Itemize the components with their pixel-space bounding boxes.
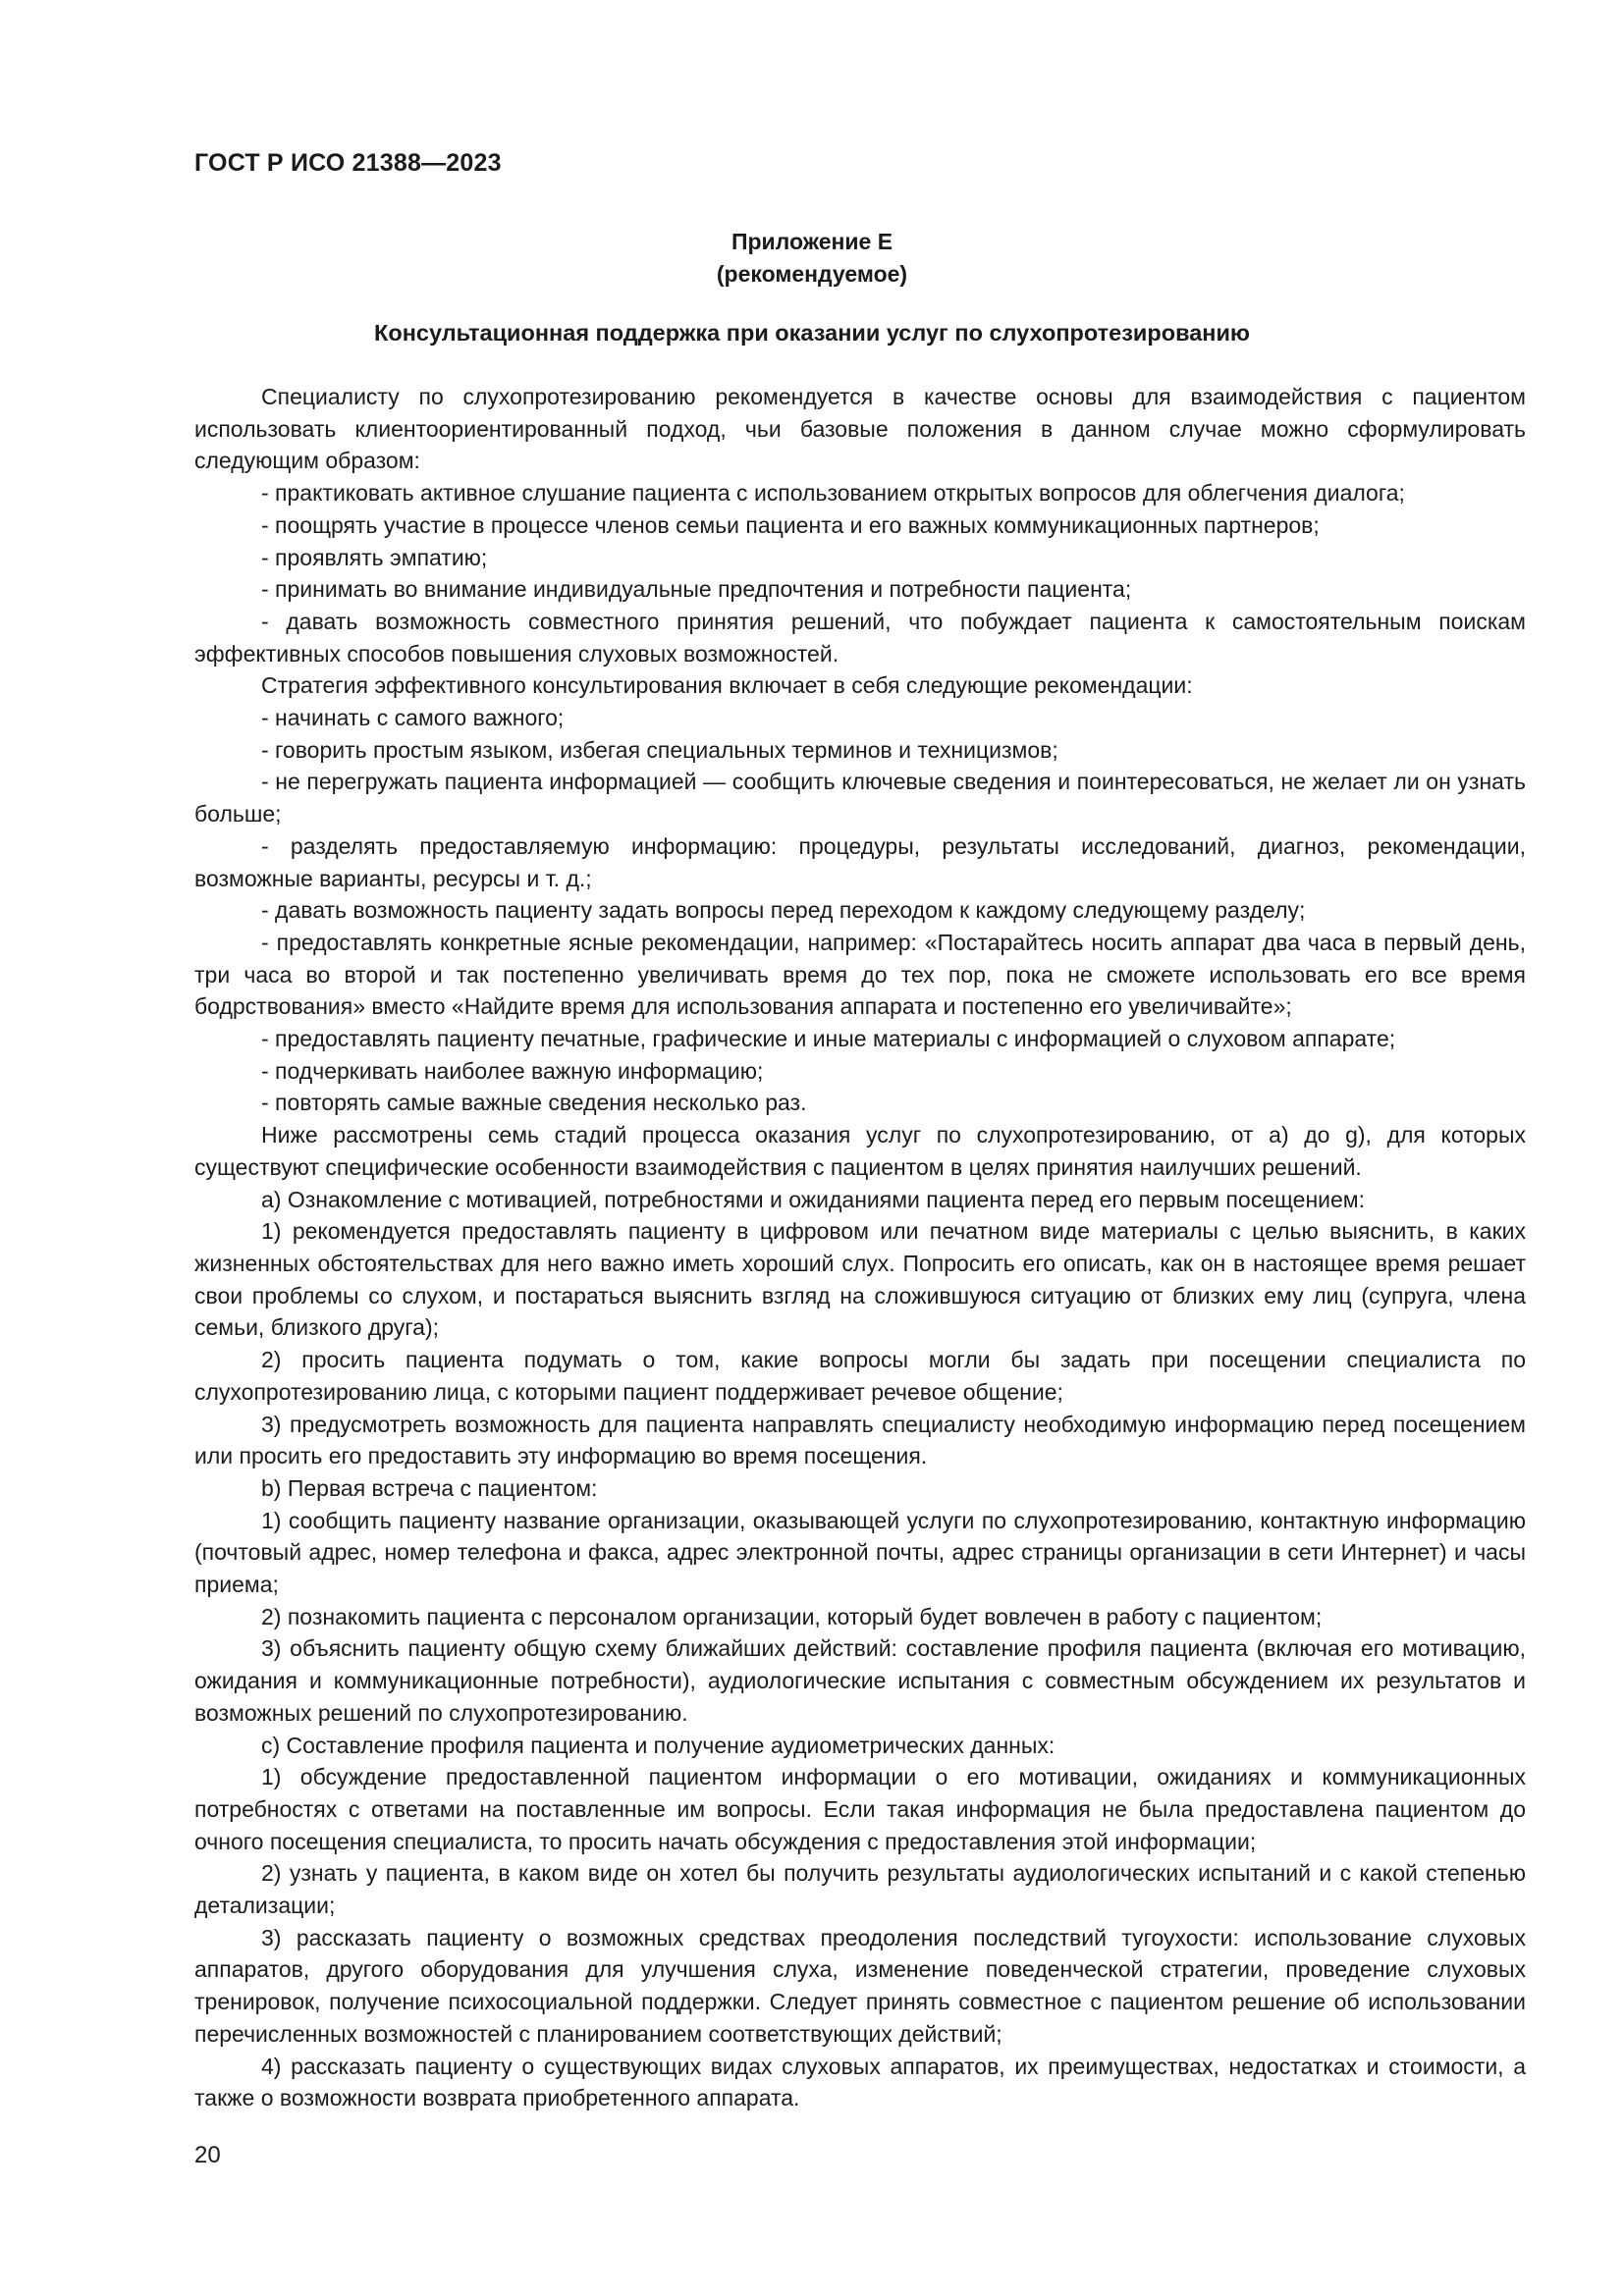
annex-heading [0,226,1624,291]
list-item: - начинать с самого важного; [261,705,565,731]
section-title: Консультационная поддержка при оказании услуг по слухопротезированию [374,320,1250,346]
list-item: - предоставлять пациенту печатные, графические и иные материалы с информацией о слуховом аппарате; [261,1026,1396,1052]
list-item: - подчеркивать наиболее важную информацию; [261,1057,764,1084]
page-number: 20 [194,2142,221,2168]
list-item: 1) обсуждение предоставленной пациентом информации о его мотивации, ожиданиях и коммуникационных потребностях с ответами на поставленные им вопросы. Если такая информация не была предоставлена пациентом до очного посещения специалиста, то просить начать обсуждения с предоставления этой информации; [194,1764,1526,1854]
list-item: 1) сообщить пациенту название организации, оказывающей услуги по слухопротезированию, контактную информацию (почтовый адрес, номер телефона и факса, адрес электронной почты, адрес страницы организации в сети Интернет) и часы приема; [194,1507,1526,1598]
list-item: - повторять самые важные сведения несколько раз. [261,1090,807,1116]
list-item: 3) рассказать пациенту о возможных средствах преодоления последствий тугоухости: использование слуховых аппаратов, другого оборудования для улучшения слуха, изменение поведенческой стратегии, проведение слуховых тренировок, получение психосоциальной поддержки. Следует принять совместное с пациентом решение об использовании перечисленных возможностей с планированием соответствующих действий; [194,1924,1526,2047]
list-item: - проявлять эмпатию; [261,544,488,570]
annex-title: Приложение Е [731,229,893,254]
annex-status: (рекомендуемое) [716,261,908,287]
stage-heading: a) Ознакомление с мотивацией, потребностями и ожиданиями пациента перед его первым посещением: [261,1186,1366,1212]
stage-heading: b) Первая встреча с пациентом: [261,1474,598,1501]
list-item: - говорить простым языком, избегая специальных терминов и техницизмов; [261,736,1058,763]
body-text [194,381,1526,2114]
list-item: 2) узнать у пациента, в каком виде он хотел бы получить результаты аудиологических испытаний и с какой степенью детализации; [194,1860,1526,1919]
list-item: 4) рассказать пациенту о существующих видах слуховых аппаратов, их преимуществах, недостатках и стоимости, а также о возможности возврата приобретенного аппарата. [194,2053,1526,2111]
document-header: ГОСТ Р ИСО 21388—2023 [194,149,502,177]
list-item: - давать возможность совместного принятия решений, что побуждает пациента к самостоятельным поискам эффективных способов повышения слуховых возможностей. [194,608,1526,667]
list-item: 3) объяснить пациенту общую схему ближайших действий: составление профиля пациента (включая его мотивацию, ожидания и коммуникационные потребности), аудиологические испытания с совместным обсуждением их результатов и возможных решений по слухопротезированию. [194,1635,1526,1726]
list-item: - принимать во внимание индивидуальные предпочтения и потребности пациента; [261,576,1132,603]
list-item: - не перегружать пациента информацией — сообщить ключевые сведения и поинтересоваться, не желает ли он узнать больше; [194,769,1526,828]
list-item: - разделять предоставляемую информацию: процедуры, результаты исследований, диагноз, рекомендации, возможные варианты, ресурсы и т. д.; [194,832,1526,891]
list-item: 2) познакомить пациента с персоналом организации, который будет вовлечен в работу с пациентом; [261,1603,1323,1629]
list-item: - предоставлять конкретные ясные рекомендации, например: «Постарайтесь носить аппарат два часа в первый день, три часа во второй и так постепенно увеличивать время до тех пор, пока не сможете использовать его все время бодрствования» вместо «Найдите время для использования аппарата и постепенно его увеличивайте»; [194,929,1526,1020]
paragraph: Специалисту по слухопротезированию рекомендуется в качестве основы для взаимодействия с пациентом использовать клиентоориентированный подход, чьи базовые положения в данном случае можно сформулировать следующим образом: [194,384,1526,474]
list-item: - поощрять участие в процессе членов семьи пациента и его важных коммуникационных партнеров; [261,511,1320,538]
list-item: - давать возможность пациенту задать вопросы перед переходом к каждому следующему разделу; [261,897,1306,924]
list-item: 3) предусмотреть возможность для пациента направлять специалисту необходимую информацию перед посещением или просить его предоставить эту информацию во время посещения. [194,1411,1526,1469]
paragraph: Стратегия эффективного консультирования включает в себя следующие рекомендации: [261,672,1193,699]
list-item: - практиковать активное слушание пациента с использованием открытых вопросов для облегчения диалога; [261,480,1405,507]
list-item: 2) просить пациента подумать о том, какие вопросы могли бы задать при посещении специалиста по слухопротезированию лица, с которыми пациент поддерживает речевое общение; [194,1347,1526,1405]
stage-heading: c) Составление профиля пациента и получение аудиометрических данных: [261,1732,1056,1758]
list-item: 1) рекомендуется предоставлять пациенту в цифровом или печатном виде материалы с целью выяснить, в каких жизненных обстоятельствах для него важно иметь хороший слух. Попросить его описать, как он в настоящее время решает свои проблемы со слухом, и постараться выяснить взгляд на сложившуюся ситуацию от близких ему лиц (супруга, члена семьи, близкого друга); [194,1218,1526,1341]
paragraph: Ниже рассмотрены семь стадий процесса оказания услуг по слухопротезированию, от a) до g), для которых существуют специфические особенности взаимодействия с пациентом в целях принятия наилучших решений. [194,1122,1526,1180]
